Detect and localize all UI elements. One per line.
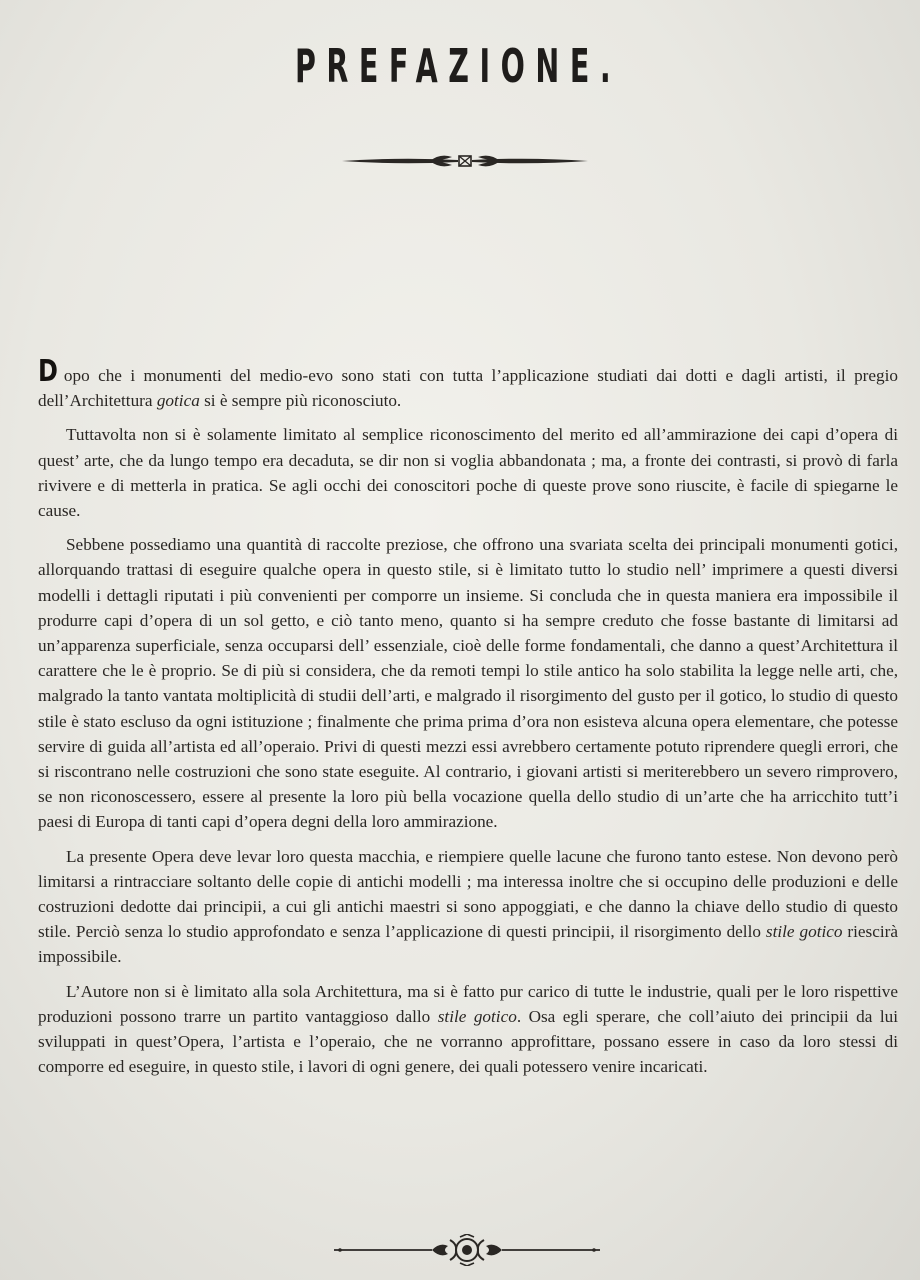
paragraph-5-text-b: . Osa egli sperare, che coll’aiuto dei principii da lui sviluppati in quest’Opera, l’artista e l’operaio, che ne vorranno approfittare, possano essere in caso da loro stessi di comporre ed eseguire, in questo stile, i lavori di ogni genere, dei quali potessero venire incaricati. <box>38 1006 898 1077</box>
paragraph-2: Tuttavolta non si è solamente limitato al semplice riconoscimento del merito ed all’ammirazione dei capi d’opera di quest’ arte, che da lungo tempo era decaduta, se dir non si voglia abbandonata ; ma, a fronte dei contrasti, si provò di farla rivivere e di metterla in pratica. Se agli occhi dei conoscitori poche di queste prove sono riuscite, è facile di spiegarne le cause. <box>38 425 898 521</box>
ornamental-tailpiece-icon <box>332 1234 602 1266</box>
paragraph-5-text-a: L’Autore non si è limitato alla sola Architettura, ma si è fatto pur carico di tutte le industrie, quali per le loro rispettive produzioni possono trarre un partito vantaggioso dallo <box>38 981 898 1026</box>
paragraph-1-italic: gotica <box>156 391 200 411</box>
paragraph-4 <box>38 844 898 970</box>
paragraph-1 <box>38 354 898 413</box>
paragraph-1-text-a: opo che i monumenti del medio-evo sono stati con tutta l’applicazione studiati dai dotti e dagli artisti, il pregio dell’Architettura <box>38 366 898 411</box>
paragraph-5 <box>38 979 898 1080</box>
page-title: PREFAZIONE. <box>294 39 622 93</box>
drop-cap: D <box>38 354 58 389</box>
paragraph-1-text-b: si è sempre più riconosciuto. <box>199 391 402 411</box>
paragraph-3: Sebbene possediamo una quantità di raccolte preziose, che offrono una svariata scelta dei principali monumenti gotici, allorquando trattasi di eseguire qualche opera in questo stile, si è limitato tutto lo studio nell’ imprimere a questi diversi modelli i dettagli riputati i più convenienti per comporre un insieme. Si concluda che in questa maniera era impossibile il produrre capi d’opera di un sol getto, e ciò tanto meno, quanto si ha sempre creduto che fosse bastante di limitarsi ad un’apparenza superficiale, senza occuparsi dell’ essenziale, cioè delle forme fondamentali, che danno a quest’Architettura il carattere che le è proprio. Se di più si considera, che da remoti tempi lo stile antico ha solo stabilita la legge nelle arti, che, malgrado la tanto vantata moltiplicità di studii dell’arti, e malgrado il risorgimento del gusto per il gotico, lo studio di questo stile è stato escluso da ogni istituzione ; finalmente che prima prima d’ora non esisteva alcuna opera elementare, che potesse servire di guida all’artista ed all’operaio. Privi di questi mezzi essi avrebbero certamente potuto riprendere quegli errori, che si riscontrano nelle costruzioni che sono state eseguite. Al contrario, i giovani artisti si meriterebbero un severo rimprovero, se non riconoscessero, essere al presente la loro più bella vocazione quella dello studio di un’arte che ha arricchito tutt’i paesi di Europa di tanti capi d’opera degni della loro ammirazione. <box>38 535 898 832</box>
paragraph-4-text-b: riescirà impossibile. <box>38 922 898 967</box>
preface-body <box>38 354 898 1088</box>
paragraph-5-italic: stile gotico <box>437 1006 517 1026</box>
paragraph-4-text-a: La presente Opera deve levar loro questa macchia, e riempiere quelle lacune che furono tanto estese. Non devono però limitarsi a rintracciare soltanto delle copie di antichi modelli ; ma interessa inoltre che si occupino delle produzioni e delle costruzioni dedotte dai principii, a cui gli antichi maestri si sono appoggiati, e che danno la chiave dello studio di questo stile. Perciò senza lo studio approfondato e senza l’applicazione di questi principii, il risorgimento dello <box>38 846 898 942</box>
ornamental-divider-icon <box>340 148 590 174</box>
paragraph-4-italic: stile gotico <box>765 922 843 942</box>
